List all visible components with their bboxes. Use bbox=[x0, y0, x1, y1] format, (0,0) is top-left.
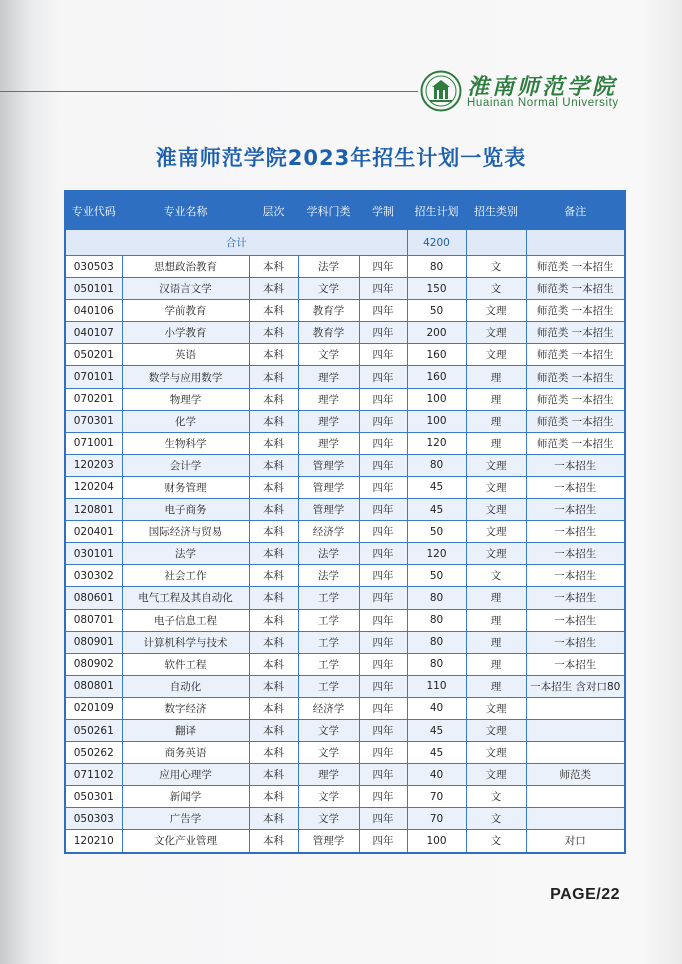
cell-code: 040107 bbox=[65, 322, 122, 344]
cell-code: 120801 bbox=[65, 499, 122, 521]
cell-discipline: 法学 bbox=[298, 256, 359, 278]
cell-code: 120203 bbox=[65, 454, 122, 476]
cell-remark bbox=[526, 719, 625, 741]
university-logo-icon bbox=[420, 70, 462, 112]
cell-code: 070101 bbox=[65, 366, 122, 388]
table-row bbox=[65, 609, 625, 631]
cell-code: 080902 bbox=[65, 653, 122, 675]
table-row bbox=[65, 830, 625, 853]
cell-level: 本科 bbox=[249, 742, 298, 764]
cell-discipline: 经济学 bbox=[298, 697, 359, 719]
cell-duration: 四年 bbox=[359, 565, 407, 587]
cell-code: 050101 bbox=[65, 278, 122, 300]
cell-level: 本科 bbox=[249, 631, 298, 653]
cell-level: 本科 bbox=[249, 764, 298, 786]
cell-plan: 200 bbox=[407, 322, 466, 344]
cell-major: 新闻学 bbox=[122, 786, 249, 808]
cell-plan: 80 bbox=[407, 256, 466, 278]
cell-level: 本科 bbox=[249, 587, 298, 609]
cell-level: 本科 bbox=[249, 521, 298, 543]
cell-major: 电子信息工程 bbox=[122, 609, 249, 631]
cell-category: 文 bbox=[466, 565, 526, 587]
cell-major: 英语 bbox=[122, 344, 249, 366]
cell-code: 050303 bbox=[65, 808, 122, 830]
cell-duration: 四年 bbox=[359, 410, 407, 432]
cell-remark: 一本招生 bbox=[526, 476, 625, 498]
cell-level: 本科 bbox=[249, 609, 298, 631]
cell-remark: 一本招生 bbox=[526, 609, 625, 631]
cell-discipline: 文学 bbox=[298, 808, 359, 830]
cell-plan: 150 bbox=[407, 278, 466, 300]
cell-discipline: 文学 bbox=[298, 786, 359, 808]
cell-category: 文 bbox=[466, 808, 526, 830]
cell-code: 040106 bbox=[65, 300, 122, 322]
cell-discipline: 理学 bbox=[298, 764, 359, 786]
total-row bbox=[65, 230, 625, 256]
cell-category: 文 bbox=[466, 256, 526, 278]
cell-major: 社会工作 bbox=[122, 565, 249, 587]
cell-duration: 四年 bbox=[359, 543, 407, 565]
cell-major: 应用心理学 bbox=[122, 764, 249, 786]
cell-category: 文理 bbox=[466, 719, 526, 741]
cell-category: 文理 bbox=[466, 764, 526, 786]
cell-plan: 45 bbox=[407, 499, 466, 521]
cell-major: 国际经济与贸易 bbox=[122, 521, 249, 543]
school-name-en: Huainan Normal University bbox=[467, 97, 619, 109]
cell-remark: 师范类 一本招生 bbox=[526, 432, 625, 454]
cell-plan: 120 bbox=[407, 543, 466, 565]
cell-discipline: 文学 bbox=[298, 742, 359, 764]
cell-major: 翻译 bbox=[122, 719, 249, 741]
cell-level: 本科 bbox=[249, 808, 298, 830]
table-row bbox=[65, 410, 625, 432]
table-row bbox=[65, 499, 625, 521]
cell-discipline: 理学 bbox=[298, 388, 359, 410]
cell-code: 120204 bbox=[65, 476, 122, 498]
cell-plan: 70 bbox=[407, 786, 466, 808]
cell-duration: 四年 bbox=[359, 521, 407, 543]
cell-code: 050261 bbox=[65, 719, 122, 741]
table-row bbox=[65, 764, 625, 786]
cell-code: 080701 bbox=[65, 609, 122, 631]
cell-remark: 一本招生 bbox=[526, 454, 625, 476]
cell-level: 本科 bbox=[249, 454, 298, 476]
cell-code: 120210 bbox=[65, 830, 122, 853]
cell-category: 文 bbox=[466, 278, 526, 300]
cell-duration: 四年 bbox=[359, 587, 407, 609]
cell-duration: 四年 bbox=[359, 697, 407, 719]
cell-duration: 四年 bbox=[359, 256, 407, 278]
cell-code: 080601 bbox=[65, 587, 122, 609]
cell-level: 本科 bbox=[249, 322, 298, 344]
cell-category: 文理 bbox=[466, 499, 526, 521]
cell-category: 文 bbox=[466, 786, 526, 808]
cell-major: 数字经济 bbox=[122, 697, 249, 719]
cell-discipline: 教育学 bbox=[298, 322, 359, 344]
cell-plan: 100 bbox=[407, 410, 466, 432]
table-row bbox=[65, 432, 625, 454]
cell-remark bbox=[526, 786, 625, 808]
cell-plan: 80 bbox=[407, 653, 466, 675]
cell-remark: 一本招生 bbox=[526, 521, 625, 543]
cell-category: 文理 bbox=[466, 454, 526, 476]
cell-level: 本科 bbox=[249, 830, 298, 853]
cell-category: 理 bbox=[466, 653, 526, 675]
cell-plan: 70 bbox=[407, 808, 466, 830]
cell-duration: 四年 bbox=[359, 742, 407, 764]
cell-code: 050201 bbox=[65, 344, 122, 366]
table-row bbox=[65, 587, 625, 609]
cell-duration: 四年 bbox=[359, 786, 407, 808]
table-row bbox=[65, 256, 625, 278]
table-row bbox=[65, 476, 625, 498]
cell-category: 文理 bbox=[466, 521, 526, 543]
cell-discipline: 工学 bbox=[298, 653, 359, 675]
admissions-plan-table bbox=[64, 190, 626, 854]
cell-plan: 40 bbox=[407, 697, 466, 719]
cell-discipline: 管理学 bbox=[298, 499, 359, 521]
cell-duration: 四年 bbox=[359, 366, 407, 388]
cell-major: 物理学 bbox=[122, 388, 249, 410]
cell-level: 本科 bbox=[249, 476, 298, 498]
cell-discipline: 教育学 bbox=[298, 300, 359, 322]
table-row bbox=[65, 322, 625, 344]
table-row bbox=[65, 565, 625, 587]
cell-plan: 100 bbox=[407, 830, 466, 853]
cell-duration: 四年 bbox=[359, 454, 407, 476]
cell-remark: 一本招生 bbox=[526, 565, 625, 587]
table-row bbox=[65, 300, 625, 322]
cell-category: 理 bbox=[466, 609, 526, 631]
cell-level: 本科 bbox=[249, 300, 298, 322]
col-header-code: 专业代码 bbox=[65, 191, 122, 230]
cell-major: 学前教育 bbox=[122, 300, 249, 322]
total-plan: 4200 bbox=[407, 230, 466, 256]
cell-discipline: 工学 bbox=[298, 675, 359, 697]
col-header-remark: 备注 bbox=[526, 191, 625, 230]
cell-category: 文理 bbox=[466, 476, 526, 498]
cell-discipline: 管理学 bbox=[298, 830, 359, 853]
cell-code: 050262 bbox=[65, 742, 122, 764]
cell-plan: 80 bbox=[407, 587, 466, 609]
table-row bbox=[65, 366, 625, 388]
cell-code: 050301 bbox=[65, 786, 122, 808]
cell-duration: 四年 bbox=[359, 278, 407, 300]
cell-plan: 100 bbox=[407, 388, 466, 410]
cell-plan: 80 bbox=[407, 609, 466, 631]
cell-discipline: 理学 bbox=[298, 366, 359, 388]
cell-discipline: 工学 bbox=[298, 609, 359, 631]
table-row bbox=[65, 344, 625, 366]
cell-remark: 师范类 一本招生 bbox=[526, 366, 625, 388]
cell-major: 小学教育 bbox=[122, 322, 249, 344]
cell-category: 文 bbox=[466, 830, 526, 853]
cell-code: 071001 bbox=[65, 432, 122, 454]
cell-discipline: 管理学 bbox=[298, 476, 359, 498]
cell-duration: 四年 bbox=[359, 764, 407, 786]
cell-remark: 师范类 一本招生 bbox=[526, 410, 625, 432]
cell-code: 020109 bbox=[65, 697, 122, 719]
cell-discipline: 文学 bbox=[298, 344, 359, 366]
cell-category: 理 bbox=[466, 631, 526, 653]
cell-plan: 160 bbox=[407, 344, 466, 366]
cell-remark: 师范类 一本招生 bbox=[526, 278, 625, 300]
cell-level: 本科 bbox=[249, 786, 298, 808]
cell-major: 文化产业管理 bbox=[122, 830, 249, 853]
cell-discipline: 工学 bbox=[298, 631, 359, 653]
cell-discipline: 法学 bbox=[298, 543, 359, 565]
cell-duration: 四年 bbox=[359, 344, 407, 366]
cell-category: 理 bbox=[466, 675, 526, 697]
cell-category: 文理 bbox=[466, 300, 526, 322]
cell-code: 030302 bbox=[65, 565, 122, 587]
col-header-category: 招生类别 bbox=[466, 191, 526, 230]
cell-plan: 40 bbox=[407, 764, 466, 786]
cell-remark: 师范类 一本招生 bbox=[526, 300, 625, 322]
cell-code: 080801 bbox=[65, 675, 122, 697]
table-row bbox=[65, 675, 625, 697]
cell-major: 计算机科学与技术 bbox=[122, 631, 249, 653]
page-title: 淮南师范学院2023年招生计划一览表 bbox=[155, 146, 527, 170]
cell-remark: 师范类 一本招生 bbox=[526, 256, 625, 278]
cell-plan: 110 bbox=[407, 675, 466, 697]
table-row bbox=[65, 808, 625, 830]
cell-level: 本科 bbox=[249, 366, 298, 388]
cell-major: 电气工程及其自动化 bbox=[122, 587, 249, 609]
table-row bbox=[65, 697, 625, 719]
cell-discipline: 理学 bbox=[298, 432, 359, 454]
cell-category: 文理 bbox=[466, 697, 526, 719]
cell-remark: 一本招生 bbox=[526, 543, 625, 565]
cell-category: 理 bbox=[466, 388, 526, 410]
cell-level: 本科 bbox=[249, 410, 298, 432]
cell-discipline: 文学 bbox=[298, 278, 359, 300]
table-row bbox=[65, 631, 625, 653]
col-header-discipline: 学科门类 bbox=[298, 191, 359, 230]
cell-major: 思想政治教育 bbox=[122, 256, 249, 278]
table-row bbox=[65, 454, 625, 476]
cell-category: 文理 bbox=[466, 742, 526, 764]
cell-level: 本科 bbox=[249, 344, 298, 366]
cell-remark: 师范类 一本招生 bbox=[526, 344, 625, 366]
cell-remark: 师范类 一本招生 bbox=[526, 388, 625, 410]
cell-major: 汉语言文学 bbox=[122, 278, 249, 300]
cell-major: 广告学 bbox=[122, 808, 249, 830]
cell-level: 本科 bbox=[249, 499, 298, 521]
cell-major: 会计学 bbox=[122, 454, 249, 476]
cell-category: 理 bbox=[466, 410, 526, 432]
cell-code: 020401 bbox=[65, 521, 122, 543]
cell-discipline: 理学 bbox=[298, 410, 359, 432]
cell-category: 理 bbox=[466, 587, 526, 609]
cell-discipline: 工学 bbox=[298, 587, 359, 609]
cell-major: 数学与应用数学 bbox=[122, 366, 249, 388]
cell-plan: 45 bbox=[407, 476, 466, 498]
cell-level: 本科 bbox=[249, 719, 298, 741]
col-header-duration: 学制 bbox=[359, 191, 407, 230]
table-row bbox=[65, 786, 625, 808]
cell-major: 化学 bbox=[122, 410, 249, 432]
cell-duration: 四年 bbox=[359, 808, 407, 830]
col-header-major: 专业名称 bbox=[122, 191, 249, 230]
col-header-plan: 招生计划 bbox=[407, 191, 466, 230]
cell-discipline: 经济学 bbox=[298, 521, 359, 543]
cell-remark: 一本招生 bbox=[526, 653, 625, 675]
cell-duration: 四年 bbox=[359, 300, 407, 322]
cell-plan: 45 bbox=[407, 719, 466, 741]
cell-major: 软件工程 bbox=[122, 653, 249, 675]
cell-duration: 四年 bbox=[359, 830, 407, 853]
total-label: 合计 bbox=[65, 230, 407, 256]
cell-major: 生物科学 bbox=[122, 432, 249, 454]
cell-duration: 四年 bbox=[359, 388, 407, 410]
cell-level: 本科 bbox=[249, 543, 298, 565]
cell-duration: 四年 bbox=[359, 432, 407, 454]
table-row bbox=[65, 719, 625, 741]
cell-level: 本科 bbox=[249, 278, 298, 300]
cell-code: 080901 bbox=[65, 631, 122, 653]
cell-duration: 四年 bbox=[359, 631, 407, 653]
cell-level: 本科 bbox=[249, 675, 298, 697]
cell-remark bbox=[526, 697, 625, 719]
page-number: PAGE/22 bbox=[550, 886, 620, 903]
table-row bbox=[65, 388, 625, 410]
cell-duration: 四年 bbox=[359, 499, 407, 521]
cell-discipline: 管理学 bbox=[298, 454, 359, 476]
cell-code: 030101 bbox=[65, 543, 122, 565]
cell-remark: 一本招生 含对口80 bbox=[526, 675, 625, 697]
cell-level: 本科 bbox=[249, 388, 298, 410]
col-header-level: 层次 bbox=[249, 191, 298, 230]
cell-major: 法学 bbox=[122, 543, 249, 565]
school-name-cn: 淮南师范学院 bbox=[467, 74, 618, 100]
cell-major: 自动化 bbox=[122, 675, 249, 697]
cell-category: 文理 bbox=[466, 322, 526, 344]
total-empty-category bbox=[466, 230, 526, 256]
cell-duration: 四年 bbox=[359, 675, 407, 697]
cell-plan: 80 bbox=[407, 631, 466, 653]
cell-remark: 一本招生 bbox=[526, 499, 625, 521]
total-empty-remark bbox=[526, 230, 625, 256]
cell-plan: 160 bbox=[407, 366, 466, 388]
cell-level: 本科 bbox=[249, 565, 298, 587]
cell-plan: 50 bbox=[407, 521, 466, 543]
cell-duration: 四年 bbox=[359, 609, 407, 631]
cell-major: 商务英语 bbox=[122, 742, 249, 764]
cell-level: 本科 bbox=[249, 697, 298, 719]
cell-level: 本科 bbox=[249, 256, 298, 278]
cell-category: 理 bbox=[466, 432, 526, 454]
cell-duration: 四年 bbox=[359, 322, 407, 344]
cell-code: 071102 bbox=[65, 764, 122, 786]
cell-category: 理 bbox=[466, 366, 526, 388]
cell-code: 030503 bbox=[65, 256, 122, 278]
table-row bbox=[65, 521, 625, 543]
table-row bbox=[65, 543, 625, 565]
cell-discipline: 法学 bbox=[298, 565, 359, 587]
cell-plan: 80 bbox=[407, 454, 466, 476]
cell-level: 本科 bbox=[249, 432, 298, 454]
cell-major: 电子商务 bbox=[122, 499, 249, 521]
cell-duration: 四年 bbox=[359, 719, 407, 741]
cell-category: 文理 bbox=[466, 344, 526, 366]
cell-code: 070201 bbox=[65, 388, 122, 410]
cell-major: 财务管理 bbox=[122, 476, 249, 498]
cell-remark: 师范类 bbox=[526, 764, 625, 786]
cell-discipline: 文学 bbox=[298, 719, 359, 741]
cell-plan: 50 bbox=[407, 565, 466, 587]
table-header-row bbox=[65, 191, 625, 230]
cell-level: 本科 bbox=[249, 653, 298, 675]
cell-remark: 一本招生 bbox=[526, 587, 625, 609]
cell-plan: 120 bbox=[407, 432, 466, 454]
cell-remark bbox=[526, 808, 625, 830]
cell-remark: 一本招生 bbox=[526, 631, 625, 653]
cell-plan: 50 bbox=[407, 300, 466, 322]
cell-category: 文理 bbox=[466, 543, 526, 565]
header-rule bbox=[0, 91, 418, 92]
cell-code: 070301 bbox=[65, 410, 122, 432]
cell-remark: 对口 bbox=[526, 830, 625, 853]
table-row bbox=[65, 278, 625, 300]
table-row bbox=[65, 742, 625, 764]
cell-plan: 45 bbox=[407, 742, 466, 764]
cell-remark: 师范类 一本招生 bbox=[526, 322, 625, 344]
cell-remark bbox=[526, 742, 625, 764]
cell-duration: 四年 bbox=[359, 653, 407, 675]
cell-duration: 四年 bbox=[359, 476, 407, 498]
table-row bbox=[65, 653, 625, 675]
